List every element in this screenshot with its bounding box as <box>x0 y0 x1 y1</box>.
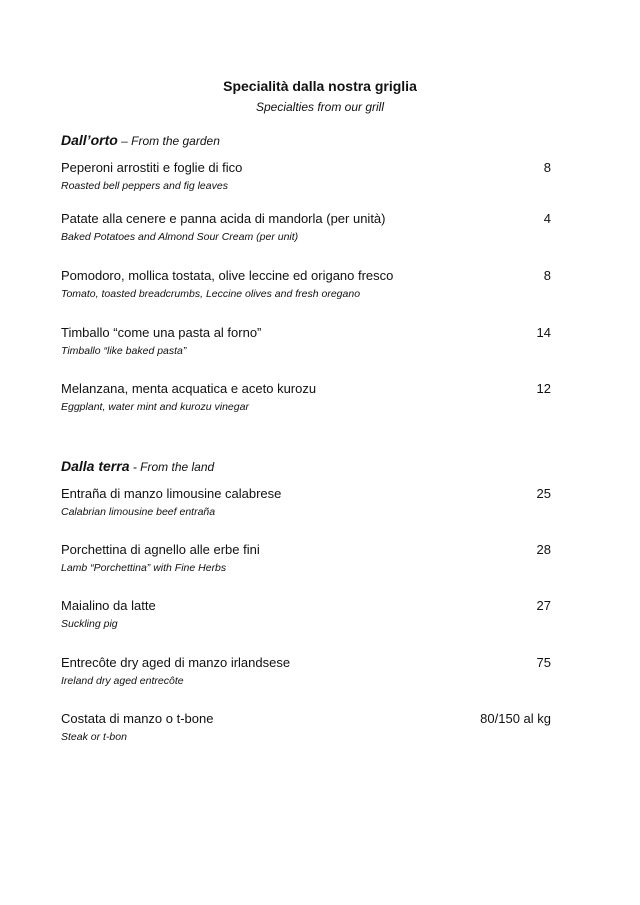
section-en: From the garden <box>131 134 220 148</box>
page-title: Specialità dalla nostra griglia <box>223 78 417 94</box>
section-en: From the land <box>140 460 215 474</box>
menu-item <box>61 486 551 519</box>
item-price: 8 <box>543 268 551 283</box>
menu-item <box>61 381 551 414</box>
menu-item <box>61 711 551 744</box>
item-name-en: Calabrian limousine beef entraña <box>61 506 216 518</box>
item-name-it: Pomodoro, mollica tostata, olive leccine ed origano fresco <box>61 268 394 283</box>
item-name-en: Suckling pig <box>61 618 118 630</box>
item-name-en: Ireland dry aged entrecôte <box>61 675 184 687</box>
item-price: 28 <box>536 542 551 557</box>
item-price: 12 <box>536 381 551 396</box>
menu-item <box>61 325 551 358</box>
item-name-en: Roasted bell peppers and fig leaves <box>61 180 228 192</box>
section-separator: - <box>132 460 137 474</box>
item-price: 8 <box>543 160 551 175</box>
menu-item <box>61 542 551 575</box>
section-header-garden <box>61 132 220 148</box>
section-header-land <box>61 458 214 474</box>
item-name-it: Entraña di manzo limousine calabrese <box>61 486 282 501</box>
page-subtitle: Specialties from our grill <box>255 100 385 114</box>
item-name-it: Entrecôte dry aged di manzo irlandsese <box>61 655 291 670</box>
item-name-it: Timballo “come una pasta al forno” <box>61 325 262 340</box>
menu-item <box>61 160 551 193</box>
section-name: Dall’orto <box>61 132 118 148</box>
item-name-it: Peperoni arrostiti e foglie di fico <box>61 160 243 175</box>
item-name-it: Costata di manzo o t-bone <box>61 711 214 726</box>
item-price: 14 <box>536 325 551 340</box>
menu-item <box>61 598 551 631</box>
item-name-en: Lamb “Porchettina” with Fine Herbs <box>61 562 227 574</box>
menu-item <box>61 211 551 244</box>
menu-item <box>61 268 551 301</box>
menu-item <box>61 655 551 688</box>
item-name-it: Maialino da latte <box>61 598 156 613</box>
item-name-en: Steak or t-bon <box>61 731 127 743</box>
item-name-en: Baked Potatoes and Almond Sour Cream (per unit) <box>61 231 299 243</box>
item-name-en: Tomato, toasted breadcrumbs, Leccine olives and fresh oregano <box>61 288 361 300</box>
section-separator: – <box>121 134 128 148</box>
item-name-it: Porchettina di agnello alle erbe fini <box>61 542 260 557</box>
section-name: Dalla terra <box>61 458 130 474</box>
item-name-en: Timballo “like baked pasta” <box>61 345 187 357</box>
item-price: 4 <box>543 211 551 226</box>
item-name-it: Melanzana, menta acquatica e aceto kurozu <box>61 381 317 396</box>
item-price: 75 <box>536 655 551 670</box>
item-price: 80/150 al kg <box>480 711 551 726</box>
item-price: 25 <box>536 486 551 501</box>
item-name-en: Eggplant, water mint and kurozu vinegar <box>61 401 249 413</box>
item-name-it: Patate alla cenere e panna acida di mandorla (per unità) <box>61 211 386 226</box>
item-price: 27 <box>536 598 551 613</box>
